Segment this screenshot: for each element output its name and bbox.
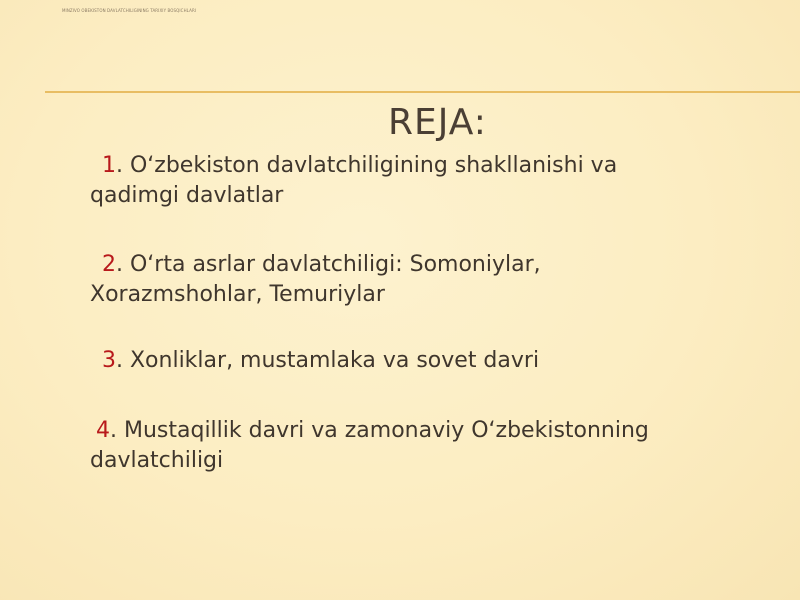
- agenda-item-number: 2: [102, 252, 116, 277]
- slide-header: MINZIVO OBEKISTON DAVLATCHILIGINING TARIXIY BOSQICHLARI: [62, 8, 197, 13]
- agenda-item-number: 3: [102, 348, 116, 373]
- agenda-item-text: . Mustaqillik davri va zamonaviy O‘zbekistonning davlatchiligi: [90, 418, 649, 473]
- agenda-item-text: . O‘rta asrlar davlatchiligi: Somoniylar, Xorazmshohlar, Temuriylar: [90, 252, 541, 307]
- header-divider: [45, 91, 800, 93]
- agenda-item-4: [90, 416, 710, 476]
- slide-title: REJA:: [388, 102, 487, 143]
- agenda-item-text: . Xonliklar, mustamlaka va sovet davri: [116, 348, 540, 373]
- agenda-item-number: 1: [102, 153, 116, 178]
- agenda-item-text: . O‘zbekiston davlatchiligining shakllanishi va qadimgi davlatlar: [90, 153, 618, 208]
- agenda-item-2: [90, 250, 710, 310]
- agenda-item-number: 4: [96, 418, 110, 443]
- agenda-item-3: [90, 346, 710, 376]
- agenda-item-1: [90, 151, 710, 211]
